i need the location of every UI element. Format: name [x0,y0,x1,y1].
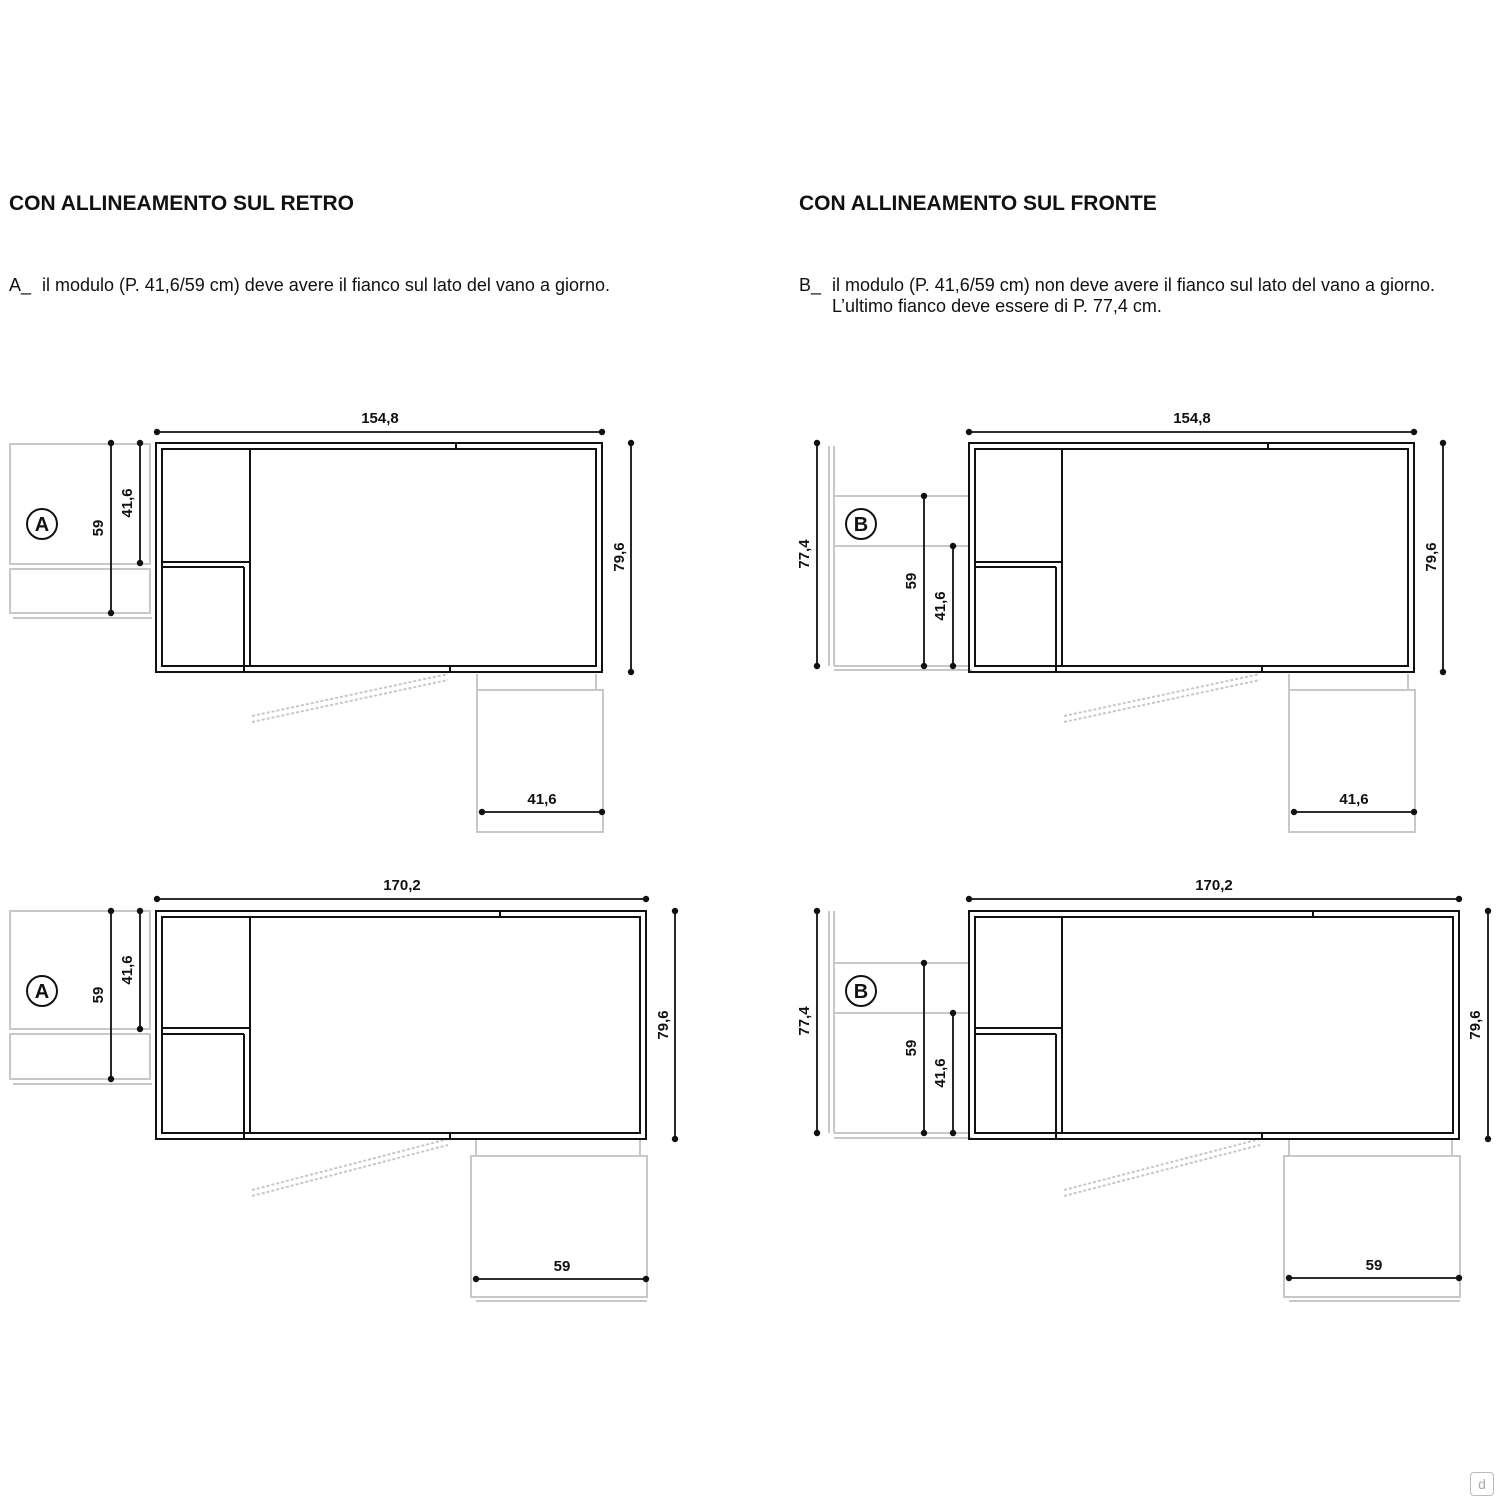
dim-b1-41: 41,6 [932,591,949,621]
note-b-label: B_ [799,275,822,295]
dim-a2-41: 41,6 [119,955,136,985]
badge-a1: A [34,514,50,536]
diagram-b2 [796,877,1491,1301]
dim-a1-bottom: 41,6 [527,791,557,808]
diagram-a2 [10,877,678,1301]
watermark-logo: d [1470,1472,1494,1496]
dim-b1-59: 59 [903,572,920,590]
dim-b2-bottom: 59 [1365,1257,1383,1274]
dim-a1-59: 59 [90,519,107,537]
dim-a1-width: 154,8 [361,410,399,427]
dim-b2-width: 170,2 [1195,877,1233,894]
dim-a2-59: 59 [90,986,107,1004]
note-a-text: il modulo (P. 41,6/59 cm) deve avere il fianco sul lato del vano a giorno. [42,275,610,295]
dim-b1-bottom: 41,6 [1339,791,1369,808]
dim-a1-41: 41,6 [119,488,136,518]
heading-retro: CON ALLINEAMENTO SUL RETRO [9,192,354,215]
note-b-text-2: L’ultimo fianco deve essere di P. 77,4 cm. [832,296,1162,316]
note-a-label: A_ [9,275,32,295]
dim-a2-width: 170,2 [383,877,421,894]
dim-b2-77: 77,4 [796,1006,813,1036]
diagram-a1 [10,410,634,832]
dim-b2-41: 41,6 [932,1058,949,1088]
dim-b1-77: 77,4 [796,539,813,569]
heading-fronte: CON ALLINEAMENTO SUL FRONTE [799,192,1157,215]
dim-b2-depth: 79,6 [1467,1010,1484,1040]
badge-b1: B [853,514,869,536]
badge-b2: B [853,981,869,1003]
dim-b1-width: 154,8 [1173,410,1211,427]
dim-a2-depth: 79,6 [655,1010,672,1040]
badge-a2: A [34,981,50,1003]
dim-a2-bottom: 59 [553,1258,571,1275]
dim-b2-59: 59 [903,1039,920,1057]
dim-a1-depth: 79,6 [611,542,628,572]
note-b-text-1: il modulo (P. 41,6/59 cm) non deve avere il fianco sul lato del vano a giorno. [832,275,1436,295]
dim-b1-depth: 79,6 [1423,542,1440,572]
diagram-b1 [796,410,1446,832]
